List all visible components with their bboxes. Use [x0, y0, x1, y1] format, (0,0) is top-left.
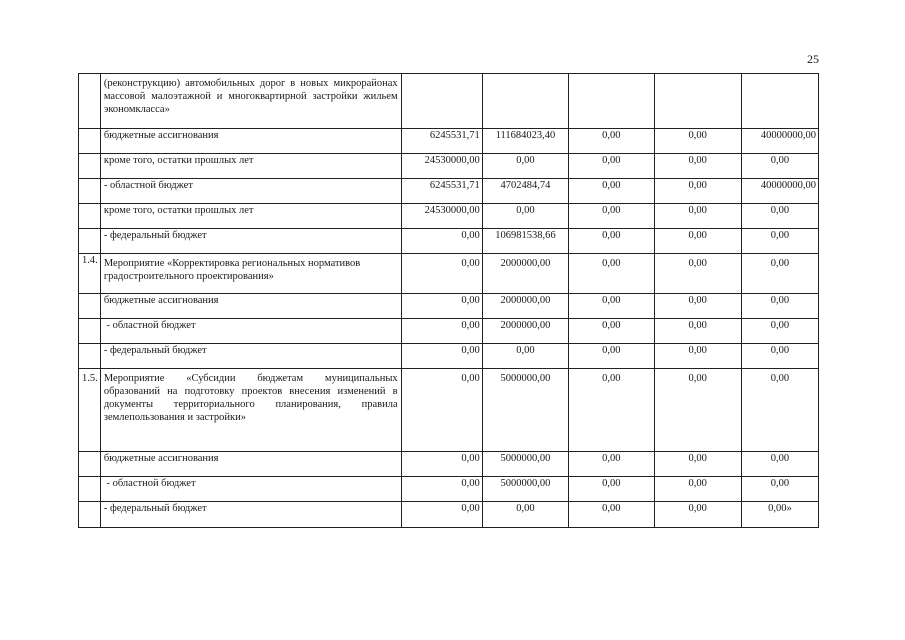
row-number [79, 74, 101, 129]
cell-value: 0,00 [654, 154, 741, 179]
table-row [79, 319, 819, 344]
cell-value: 0,00 [654, 129, 741, 154]
table-row [79, 477, 819, 502]
row-number [79, 229, 101, 254]
table-row [79, 204, 819, 229]
cell-value: 0,00 [654, 204, 741, 229]
cell-value: 0,00 [654, 344, 741, 369]
cell-value: 0,00 [654, 179, 741, 204]
cell-value: 0,00 [482, 204, 568, 229]
row-number [79, 477, 101, 502]
cell-value: 0,00 [741, 254, 818, 294]
cell-value: 6245531,71 [401, 179, 482, 204]
cell-value: 0,00 [654, 477, 741, 502]
row-name: Мероприятие «Субсидии бюджетам муниципальных образований на подготовку проектов внесения изменений в документы территориального планирования, правила землепользования и застройки» [100, 369, 401, 452]
cell-value: 40000000,00 [741, 179, 818, 204]
row-name: кроме того, остатки прошлых лет [100, 204, 401, 229]
cell-value: 5000000,00 [482, 477, 568, 502]
cell-value: 0,00 [569, 477, 654, 502]
row-name: кроме того, остатки прошлых лет [100, 154, 401, 179]
cell-value: 5000000,00 [482, 452, 568, 477]
row-number [79, 319, 101, 344]
row-name: Мероприятие «Корректировка региональных нормативов градостроительного проектирования» [100, 254, 401, 294]
cell-value: 0,00 [654, 294, 741, 319]
row-name: - федеральный бюджет [100, 344, 401, 369]
cell-value: 0,00 [569, 369, 654, 452]
row-number [79, 179, 101, 204]
table-row [79, 344, 819, 369]
table-row [79, 369, 819, 452]
cell-value: 0,00 [569, 319, 654, 344]
cell-value [654, 74, 741, 129]
cell-value: 0,00 [482, 502, 568, 528]
cell-value: 6245531,71 [401, 129, 482, 154]
cell-value: 0,00 [401, 477, 482, 502]
cell-value: 0,00 [569, 154, 654, 179]
cell-value: 0,00 [401, 502, 482, 528]
cell-value: 0,00 [569, 229, 654, 254]
cell-value: 0,00 [482, 344, 568, 369]
table-row [79, 74, 819, 129]
cell-value: 0,00 [569, 254, 654, 294]
cell-value: 5000000,00 [482, 369, 568, 452]
cell-value: 0,00 [569, 129, 654, 154]
row-name: - федеральный бюджет [100, 502, 401, 528]
row-number [79, 154, 101, 179]
row-name: - областной бюджет [100, 179, 401, 204]
budget-table [78, 73, 819, 528]
cell-value: 0,00 [401, 294, 482, 319]
row-number: 1.4. [79, 254, 101, 294]
row-number [79, 344, 101, 369]
table-row [79, 129, 819, 154]
cell-value: 0,00 [401, 319, 482, 344]
cell-value: 0,00 [741, 294, 818, 319]
row-name: бюджетные ассигнования [100, 129, 401, 154]
row-name: - областной бюджет [100, 477, 401, 502]
row-name: (реконструкцию) автомобильных дорог в новых микрорайонах массовой малоэтажной и многоквартирной застройки жильем экономкласса» [100, 74, 401, 129]
cell-value: 0,00 [654, 319, 741, 344]
cell-value: 0,00» [741, 502, 818, 528]
row-number [79, 294, 101, 319]
cell-value: 0,00 [654, 502, 741, 528]
cell-value: 0,00 [569, 179, 654, 204]
cell-value: 0,00 [569, 344, 654, 369]
cell-value: 4702484,74 [482, 179, 568, 204]
table-row [79, 452, 819, 477]
table-row [79, 154, 819, 179]
cell-value: 0,00 [741, 229, 818, 254]
cell-value: 0,00 [654, 254, 741, 294]
cell-value [741, 74, 818, 129]
cell-value: 0,00 [401, 229, 482, 254]
page-number: 25 [807, 52, 819, 66]
cell-value [569, 74, 654, 129]
row-name: бюджетные ассигнования [100, 452, 401, 477]
cell-value: 106981538,66 [482, 229, 568, 254]
table-row [79, 294, 819, 319]
table-row [79, 179, 819, 204]
cell-value: 2000000,00 [482, 294, 568, 319]
cell-value: 0,00 [741, 477, 818, 502]
cell-value: 0,00 [569, 204, 654, 229]
cell-value: 2000000,00 [482, 319, 568, 344]
cell-value: 0,00 [741, 369, 818, 452]
cell-value: 24530000,00 [401, 204, 482, 229]
cell-value [401, 74, 482, 129]
row-number [79, 452, 101, 477]
cell-value: 0,00 [482, 154, 568, 179]
table-row [79, 254, 819, 294]
row-name: - федеральный бюджет [100, 229, 401, 254]
row-number [79, 204, 101, 229]
cell-value: 40000000,00 [741, 129, 818, 154]
cell-value: 0,00 [401, 254, 482, 294]
row-number [79, 502, 101, 528]
table-row [79, 229, 819, 254]
cell-value: 0,00 [401, 344, 482, 369]
row-number: 1.5. [79, 369, 101, 452]
cell-value: 0,00 [741, 452, 818, 477]
cell-value: 0,00 [741, 204, 818, 229]
cell-value: 0,00 [401, 369, 482, 452]
cell-value: 0,00 [569, 452, 654, 477]
row-name: бюджетные ассигнования [100, 294, 401, 319]
cell-value: 0,00 [654, 452, 741, 477]
cell-value: 0,00 [741, 344, 818, 369]
cell-value: 0,00 [569, 502, 654, 528]
cell-value: 111684023,40 [482, 129, 568, 154]
cell-value: 0,00 [569, 294, 654, 319]
cell-value: 0,00 [654, 229, 741, 254]
cell-value [482, 74, 568, 129]
cell-value: 0,00 [741, 154, 818, 179]
cell-value: 24530000,00 [401, 154, 482, 179]
cell-value: 0,00 [654, 369, 741, 452]
cell-value: 0,00 [741, 319, 818, 344]
cell-value: 0,00 [401, 452, 482, 477]
cell-value: 2000000,00 [482, 254, 568, 294]
row-number [79, 129, 101, 154]
row-name: - областной бюджет [100, 319, 401, 344]
table-row [79, 502, 819, 528]
